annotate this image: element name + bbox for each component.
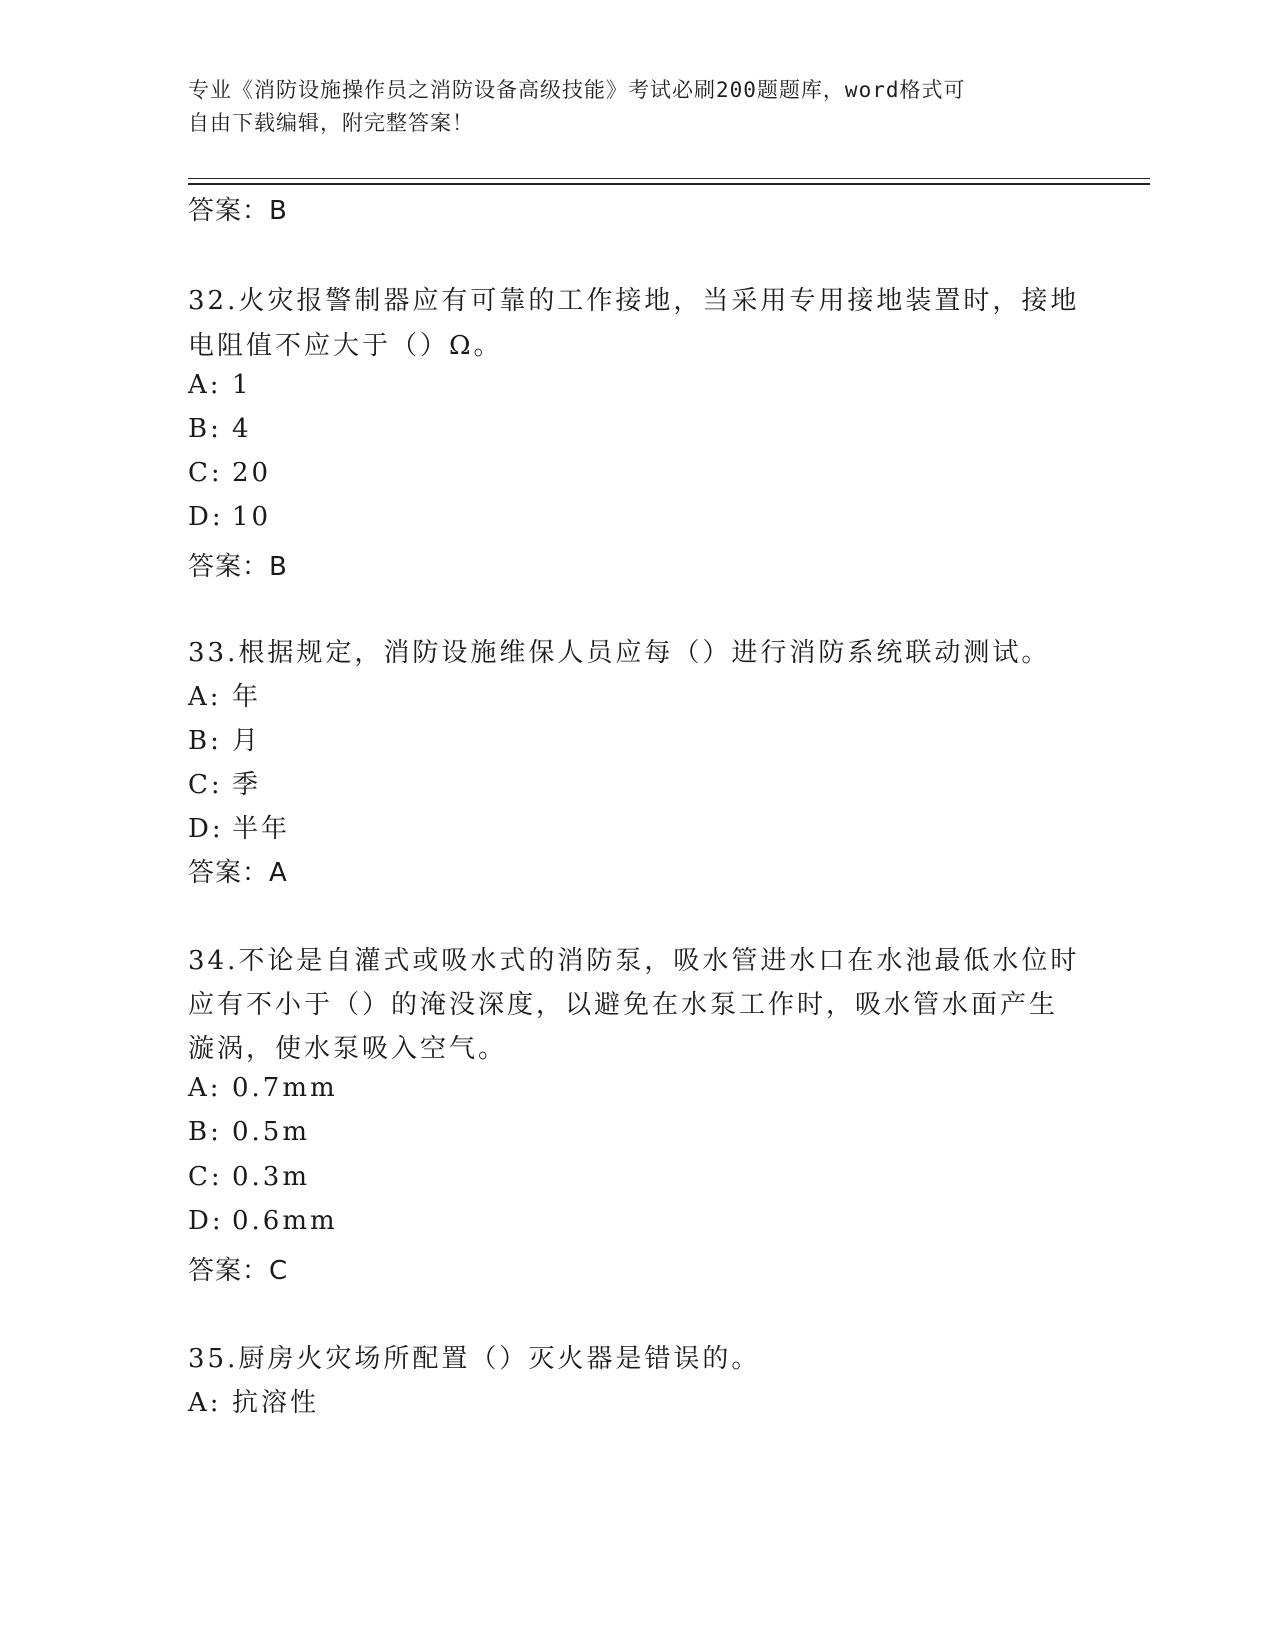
question-32-option-a bbox=[188, 370, 252, 400]
option-text: 季 bbox=[232, 770, 262, 800]
option-text: 0.7mm bbox=[232, 1073, 338, 1103]
question-32-line-2: 电阻值不应大于（）Ω。 bbox=[188, 331, 503, 361]
option-label: C: bbox=[188, 770, 223, 800]
question-35-line-1: 35.厨房火灾场所配置（）灭火器是错误的。 bbox=[188, 1344, 761, 1374]
question-32-option-b bbox=[188, 414, 252, 444]
option-label: C: bbox=[188, 458, 223, 488]
option-label: C: bbox=[188, 1162, 223, 1192]
question-33-line-1: 33.根据规定，消防设施维保人员应每（）进行消防系统联动测试。 bbox=[188, 638, 1051, 668]
option-text: 0.6mm bbox=[232, 1206, 338, 1236]
question-33-option-c bbox=[188, 764, 261, 801]
option-label: D: bbox=[188, 502, 224, 532]
question-34-line-3: 漩涡，使水泵吸入空气。 bbox=[188, 1034, 508, 1064]
question-34-option-a bbox=[188, 1073, 338, 1103]
header-line-2: 自由下载编辑，附完整答案！ bbox=[188, 111, 474, 135]
option-text: 抗溶性 bbox=[232, 1388, 320, 1418]
option-label: B: bbox=[188, 1117, 222, 1147]
option-text: 年 bbox=[232, 682, 262, 712]
option-label: A: bbox=[188, 682, 222, 712]
answer-33: 答案：A bbox=[188, 858, 288, 888]
option-label: B: bbox=[188, 414, 222, 444]
option-text: 10 bbox=[232, 502, 272, 532]
option-label: A: bbox=[188, 1073, 222, 1103]
option-text: 4 bbox=[232, 414, 252, 444]
option-label: D: bbox=[188, 814, 224, 844]
option-text: 0.5m bbox=[232, 1117, 311, 1147]
option-label: D: bbox=[188, 1206, 224, 1236]
header-rule-thin bbox=[188, 178, 1150, 179]
question-34-option-b bbox=[188, 1117, 310, 1147]
option-text: 月 bbox=[232, 726, 262, 756]
header-rule-thick bbox=[188, 183, 1150, 185]
question-35-option-a bbox=[188, 1382, 319, 1419]
question-34-line-1: 34.不论是自灌式或吸水式的消防泵，吸水管进水口在水池最低水位时 bbox=[188, 946, 1080, 976]
option-text: 1 bbox=[232, 370, 252, 400]
question-33-option-b bbox=[188, 720, 261, 757]
question-32-option-d bbox=[188, 502, 271, 532]
answer-31: 答案：B bbox=[188, 196, 288, 226]
option-label: B: bbox=[188, 726, 222, 756]
option-text: 半年 bbox=[232, 814, 291, 844]
option-text: 20 bbox=[232, 458, 272, 488]
question-34-line-2: 应有不小于（）的淹没深度，以避免在水泵工作时，吸水管水面产生 bbox=[188, 990, 1059, 1020]
question-32-line-1: 32.火灾报警制器应有可靠的工作接地，当采用专用接地装置时，接地 bbox=[188, 286, 1080, 316]
answer-34: 答案：C bbox=[188, 1256, 289, 1286]
option-label: A: bbox=[188, 370, 222, 400]
header-line-1: 专业《消防设施操作员之消防设备高级技能》考试必刷200题题库，word格式可 bbox=[188, 78, 966, 102]
document-header bbox=[188, 74, 1068, 140]
option-text: 0.3m bbox=[232, 1162, 311, 1192]
question-34-option-d bbox=[188, 1206, 338, 1236]
question-32-option-c bbox=[188, 458, 271, 488]
option-label: A: bbox=[188, 1388, 222, 1418]
question-34-option-c bbox=[188, 1162, 310, 1192]
answer-32: 答案：B bbox=[188, 552, 288, 582]
question-33-option-d bbox=[188, 808, 290, 845]
question-33-option-a bbox=[188, 676, 261, 713]
